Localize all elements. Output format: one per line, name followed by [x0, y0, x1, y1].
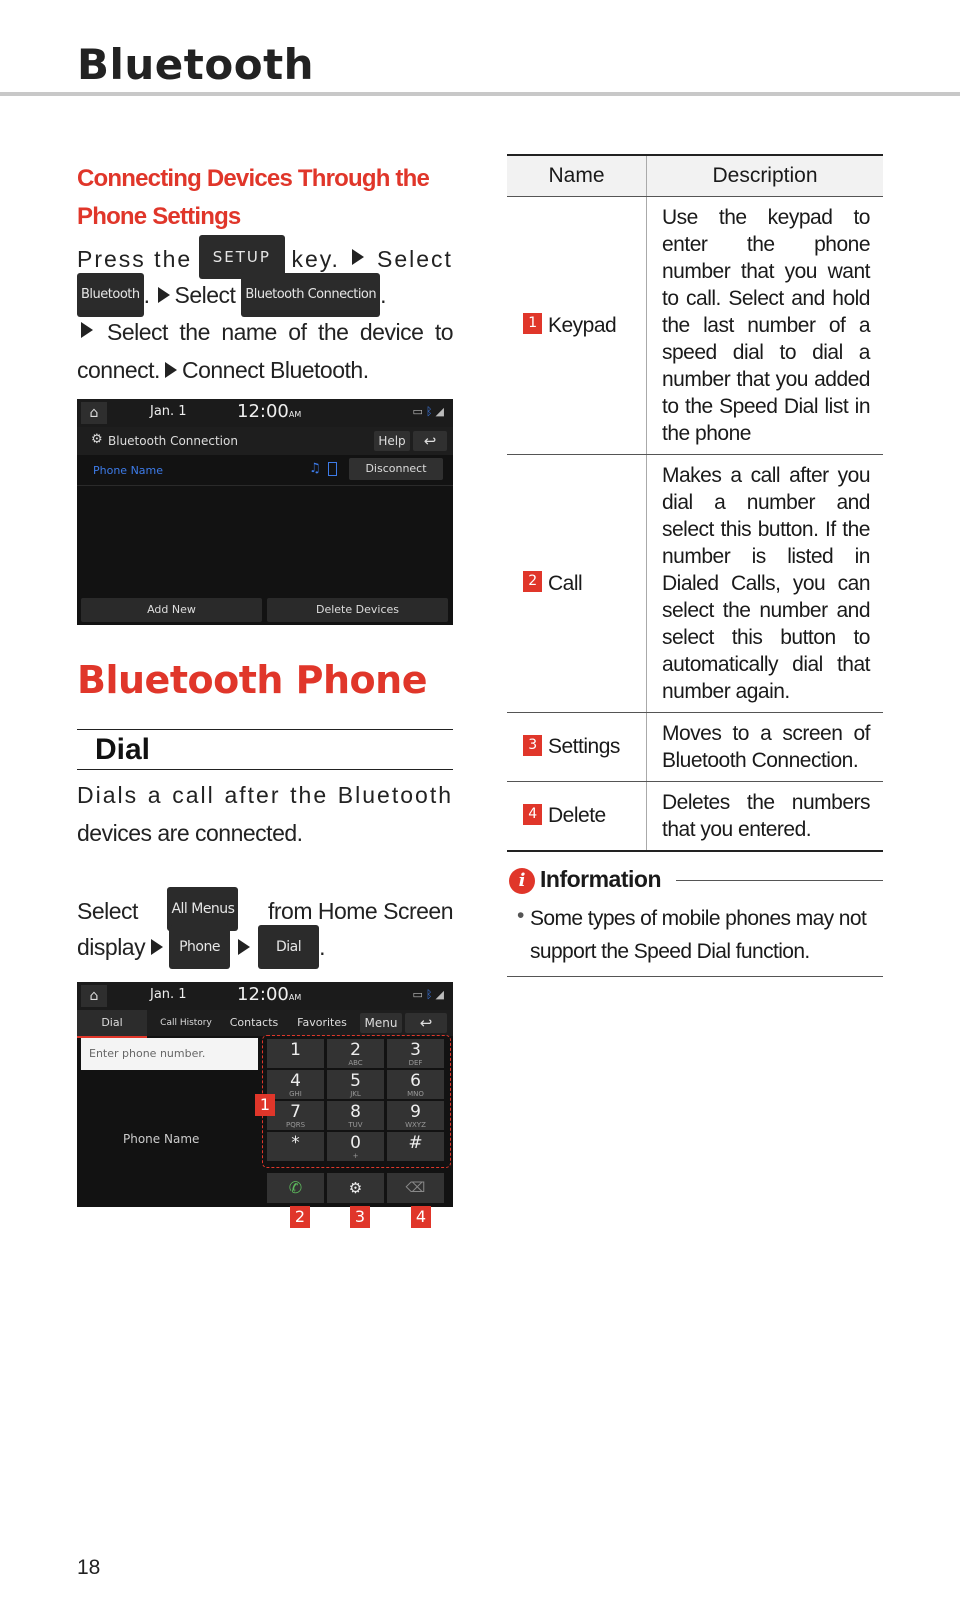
gear-icon: ⚙ [91, 432, 103, 447]
bluetooth-key: Bluetooth [77, 273, 144, 317]
audio-icon: ♫ [309, 461, 321, 476]
arrow-right-icon [158, 287, 170, 303]
disconnect-button[interactable]: Disconnect [349, 458, 443, 480]
help-button[interactable]: Help [374, 431, 410, 451]
callout-tag-1: 1 [255, 1094, 275, 1116]
number-badge: 1 [523, 313, 542, 334]
status-icons [413, 405, 447, 418]
bluetooth-connection-screenshot [77, 399, 453, 625]
row-description: Makes a call after you dial a number and select this button. If the number is listed in Dialed Calls, you can select the number and select this button to automatically dial that number again. [647, 455, 884, 713]
from-home-text: from Home Screen [267, 898, 453, 924]
number-badge: 2 [523, 571, 542, 592]
all-menus-key: All Menus [167, 887, 238, 931]
information-icon: i [509, 868, 535, 894]
back-icon[interactable]: ↩ [405, 1013, 447, 1033]
step-press-text: Press the [77, 246, 193, 272]
time-ampm: AM [288, 410, 302, 419]
time-value: 12:00 [237, 984, 289, 1005]
bluetooth-icon: ᛒ [425, 405, 436, 418]
phone-icon [328, 462, 337, 476]
period-text: . [143, 282, 150, 309]
status-time [237, 401, 301, 422]
call-icon[interactable]: ✆ [267, 1173, 324, 1203]
key-digit: 2 [350, 1040, 361, 1060]
signal-icon: ◢ [435, 405, 447, 418]
signal-icon: ◢ [435, 988, 447, 1001]
table-row [507, 713, 883, 782]
tab-favorites[interactable]: Favorites [297, 1016, 347, 1029]
table-row [507, 782, 883, 852]
key-letters: MNO [407, 1090, 424, 1098]
screen-title: Bluetooth Connection [108, 434, 238, 448]
battery-icon: ▭ [412, 988, 426, 1001]
key-digit: * [291, 1133, 300, 1153]
delete-devices-button[interactable]: Delete Devices [267, 598, 448, 622]
key-digit: 7 [290, 1102, 301, 1122]
key-letters: + [352, 1152, 359, 1160]
row-description: Use the keypad to enter the phone number that you want to call. Select and hold the last number of a speed dial to dial a number that you added to the Speed Dial list in the phone [647, 197, 884, 455]
arrow-right-icon [151, 939, 163, 955]
phone-name-label: Phone Name [123, 1132, 200, 1146]
callout-tag-3: 3 [350, 1206, 370, 1228]
number-badge: 4 [523, 804, 542, 825]
step-line-4 [77, 351, 453, 389]
row-name-cell [507, 455, 647, 713]
callout-tag-4: 4 [411, 1206, 431, 1228]
select-text: Select [77, 898, 138, 924]
key-digit: # [408, 1133, 423, 1153]
subsection-title-dial: Dial [95, 733, 151, 766]
key-digit: 8 [350, 1102, 361, 1122]
device-row[interactable] [77, 455, 453, 486]
dial-desc-line1: Dials a call after the Bluetooth [77, 782, 453, 808]
home-icon: ⌂ [81, 985, 107, 1007]
battery-icon: ▭ [412, 405, 426, 418]
time-value: 12:00 [237, 401, 289, 422]
table-row [507, 197, 883, 455]
page-header-title: Bluetooth [77, 40, 315, 89]
backspace-icon[interactable]: ⌫ [387, 1173, 444, 1203]
key-letters: TUV [348, 1121, 363, 1129]
step-select-text: Select [377, 246, 453, 272]
add-new-button[interactable]: Add New [81, 598, 262, 622]
step-key-text: key. [291, 246, 340, 272]
dial-key: Dial [258, 925, 319, 969]
description-table [507, 154, 883, 852]
key-digit: 0 [350, 1133, 361, 1153]
key-digit: 6 [410, 1071, 421, 1091]
setup-key: SETUP [199, 235, 285, 279]
header-description: Description [647, 155, 884, 197]
key-digit: 1 [290, 1040, 301, 1060]
step-line-3 [77, 313, 453, 351]
key-letters: ABC [348, 1059, 363, 1067]
device-name: Phone Name [93, 464, 164, 477]
arrow-right-icon [165, 362, 177, 378]
display-text: display [77, 934, 146, 961]
settings-gear-icon[interactable]: ⚙ [327, 1173, 384, 1203]
page-number: 18 [77, 1556, 101, 1579]
section-title-line1: Connecting Devices Through the [77, 165, 430, 192]
key-digit: 5 [350, 1071, 361, 1091]
key-letters: JKL [350, 1090, 361, 1098]
information-title: Information [540, 866, 661, 892]
arrow-right-icon [238, 939, 250, 955]
header-name: Name [507, 155, 647, 197]
status-time [237, 984, 301, 1005]
tab-contacts[interactable]: Contacts [229, 1016, 279, 1029]
step-select-text: Select [174, 282, 236, 309]
bluetooth-connection-key: Bluetooth Connection [241, 273, 380, 317]
information-bottom-rule [507, 976, 883, 977]
information-divider [676, 880, 883, 881]
section-title-line2: Phone Settings [77, 203, 241, 230]
row-name: Keypad [548, 313, 617, 337]
key-digit: 4 [290, 1071, 301, 1091]
table-header-row [507, 155, 883, 197]
status-date: Jan. 1 [150, 987, 187, 1002]
arrow-right-icon [81, 322, 93, 338]
row-name-cell [507, 782, 647, 852]
key-letters: DEF [408, 1059, 423, 1067]
menu-button[interactable]: Menu [360, 1013, 402, 1033]
step-connect-bt-text: Connect Bluetooth. [181, 357, 369, 383]
step-connect-text: connect. [77, 357, 160, 383]
key-letters: WXYZ [405, 1121, 426, 1129]
row-name: Delete [548, 804, 606, 827]
period-text: . [319, 934, 326, 961]
phone-number-input[interactable]: Enter phone number. [81, 1038, 258, 1070]
status-icons [413, 988, 447, 1001]
callout-tag-2: 2 [290, 1206, 310, 1228]
table-row [507, 455, 883, 713]
tab-dial[interactable]: Dial [77, 1010, 147, 1038]
section-title-bluetooth-phone: Bluetooth Phone [77, 658, 427, 702]
row-name: Settings [548, 735, 620, 758]
home-icon: ⌂ [81, 402, 107, 424]
row-description: Moves to a screen of Bluetooth Connection. [647, 713, 884, 782]
row-name-cell [507, 197, 647, 455]
tab-call-history[interactable]: Call History [160, 1018, 212, 1028]
status-bar [77, 399, 453, 427]
back-icon[interactable]: ↩ [413, 431, 447, 451]
number-badge: 3 [523, 735, 542, 756]
dial-step-line2 [77, 927, 453, 971]
key-letters: GHI [289, 1090, 302, 1098]
key-digit: 3 [410, 1040, 421, 1060]
status-date: Jan. 1 [150, 404, 187, 419]
key-digit: 9 [410, 1102, 421, 1122]
bullet-icon: • [517, 904, 525, 927]
key-letters: PQRS [285, 1121, 306, 1129]
header-divider [0, 92, 960, 96]
row-name: Call [548, 571, 583, 595]
bluetooth-icon: ᛒ [425, 988, 436, 1001]
title-bar [77, 427, 453, 455]
information-text: Some types of mobile phones may not support the Speed Dial function. [530, 907, 867, 963]
status-bar [77, 982, 453, 1010]
row-name-cell [507, 713, 647, 782]
keypad-highlight [262, 1035, 451, 1168]
period-text: . [380, 282, 387, 309]
phone-key: Phone [169, 925, 230, 969]
dial-desc-line2: devices are connected. [77, 820, 303, 846]
step-select-name-text: Select the name of the device to [107, 319, 453, 345]
tab-bar [77, 1010, 453, 1036]
row-description: Deletes the numbers that you entered. [647, 782, 884, 852]
arrow-right-icon [352, 249, 364, 265]
time-ampm: AM [288, 993, 302, 1002]
